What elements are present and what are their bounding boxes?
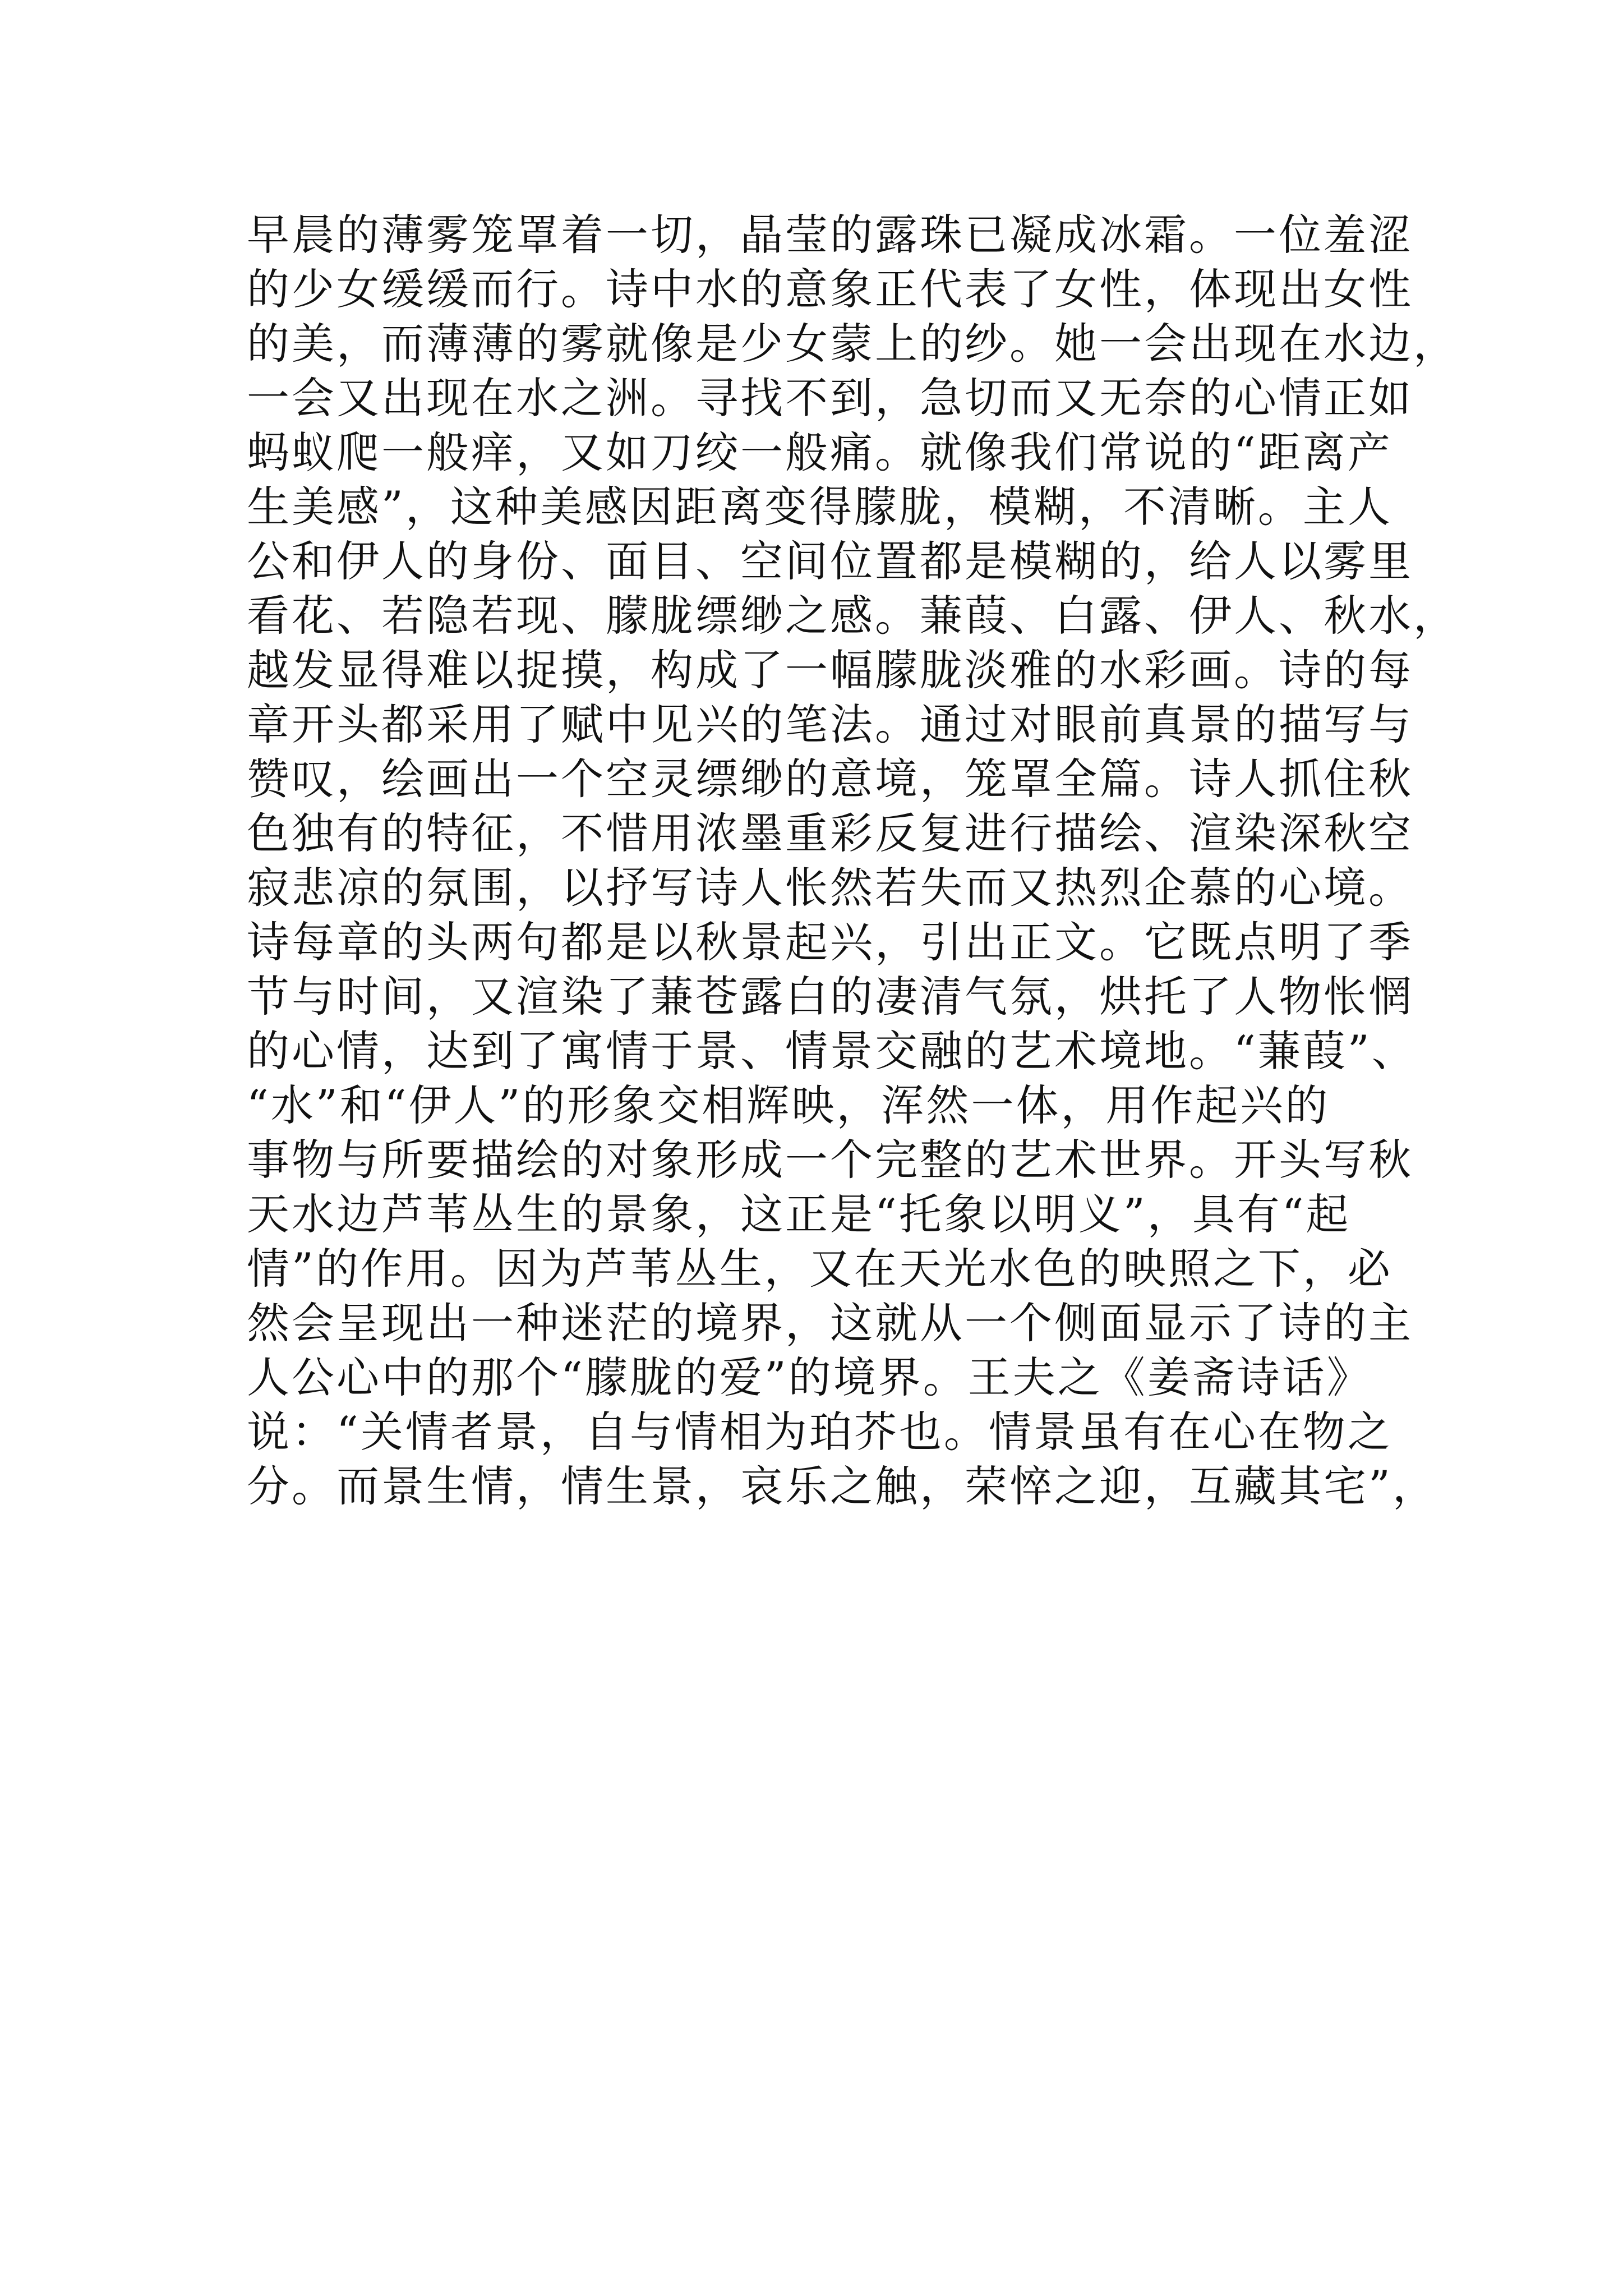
text-line-2: 的少女缓缓而行。诗中水的意象正代表了女性，体现出女性 [247, 264, 1413, 314]
text-line-13: 寂悲凉的氛围，以抒写诗人怅然若失而又热烈企慕的心境。 [247, 863, 1413, 913]
text-line-21: 然会呈现出一种迷茫的境界，这就从一个侧面显示了诗的主 [247, 1298, 1413, 1348]
text-line-6: 生美感”，这种美感因距离变得朦胧，模糊，不清晰。主人 [247, 482, 1393, 532]
text-line-7: 公和伊人的身份、面目、空间位置都是模糊的，给人以雾里 [247, 536, 1413, 586]
text-line-5: 蚂蚁爬一般痒，又如刀绞一般痛。就像我们常说的“距离产 [247, 427, 1393, 477]
text-line-9: 越发显得难以捉摸，构成了一幅朦胧淡雅的水彩画。诗的每 [247, 645, 1413, 695]
body-paragraph [247, 208, 1458, 1513]
text-line-15: 节与时间，又渲染了蒹苍露白的凄清气氛，烘托了人物怅惘 [247, 972, 1413, 1022]
text-line-3: 的美，而薄薄的雾就像是少女蒙上的纱。她一会出现在水边， [247, 319, 1458, 369]
text-line-16: 的心情，达到了寓情于景、情景交融的艺术境地。“蒹葭”、 [247, 1026, 1417, 1076]
text-line-19: 天水边芦苇丛生的景象，这正是“托象以明义”，具有“起 [247, 1189, 1351, 1239]
text-line-14: 诗每章的头两句都是以秋景起兴，引出正文。它既点明了季 [247, 917, 1413, 967]
text-line-20: 情”的作用。因为芦苇丛生，又在天光水色的映照之下，必 [247, 1244, 1393, 1294]
text-line-17: “水”和“伊人”的形象交相辉映，浑然一体，用作起兴的 [247, 1080, 1330, 1130]
text-line-8: 看花、若隐若现、朦胧缥缈之感。蒹葭、白露、伊人、秋水， [247, 591, 1458, 641]
text-line-18: 事物与所要描绘的对象形成一个完整的艺术世界。开头写秋 [247, 1135, 1413, 1185]
text-line-12: 色独有的特征，不惜用浓墨重彩反复进行描绘、渲染深秋空 [247, 808, 1413, 858]
text-line-1: 早晨的薄雾笼罩着一切，晶莹的露珠已凝成冰霜。一位羞涩 [247, 210, 1413, 260]
text-line-23: 说：“关情者景，自与情相为珀芥也。情景虽有在心在物之 [247, 1407, 1393, 1457]
text-line-24: 分。而景生情，情生景，哀乐之触，荣悴之迎，互藏其宅”， [247, 1461, 1437, 1511]
text-line-10: 章开头都采用了赋中见兴的笔法。通过对眼前真景的描写与 [247, 700, 1413, 749]
text-line-4: 一会又出现在水之洲。寻找不到，急切而又无奈的心情正如 [247, 373, 1413, 423]
text-line-11: 赞叹，绘画出一个空灵缥缈的意境，笼罩全篇。诗人抓住秋 [247, 754, 1413, 804]
text-line-22: 人公心中的那个“朦胧的爱”的境界。王夫之《姜斋诗话》 [247, 1352, 1372, 1402]
